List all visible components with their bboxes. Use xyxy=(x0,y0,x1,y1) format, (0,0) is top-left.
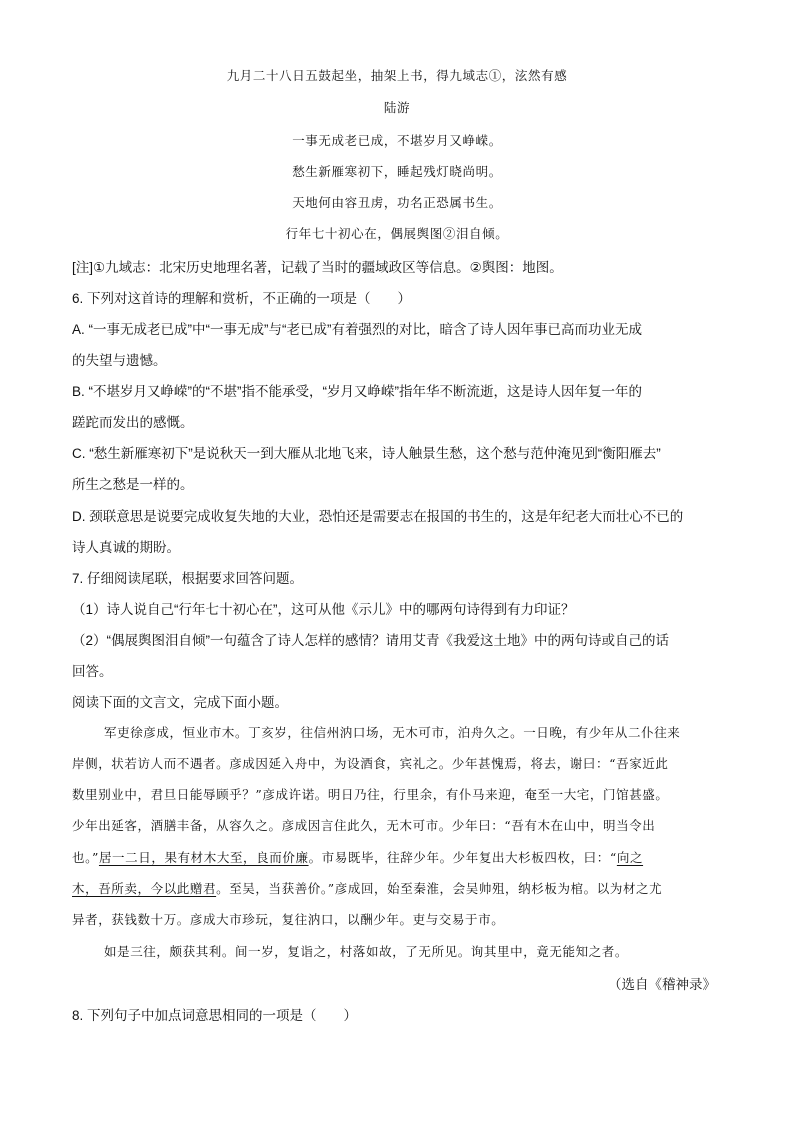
underlined-sentence-2-start: 向之 xyxy=(616,850,644,865)
passage-line-5 xyxy=(72,848,722,866)
underlined-sentence-1: 居一二日，果有材木大至，良而价廉 xyxy=(98,850,309,865)
passage-text: 也。” xyxy=(72,850,99,865)
passage-line-4: 少年出延客，酒膳丰备，从容久之。彦成因言住此久，无木可市。少年曰：“吾有木在山中，明当令出 xyxy=(72,818,656,833)
passage-text: 。市易既毕，往辞少年。少年复出大杉板四枚，曰：“ xyxy=(308,850,617,865)
poem-line-4: 行年七十初心在，偶展舆图②泪自倾。 xyxy=(285,226,509,241)
q6-option-d-line2: 诗人真诚的期盼。 xyxy=(72,540,180,555)
q6-option-b-line2: 蹉跎而发出的感慨。 xyxy=(72,415,194,430)
underlined-sentence-2-end: 木，吾所卖，今以此赠君 xyxy=(72,881,217,896)
poem-line-1: 一事无成老已成，不堪岁月又峥嵘。 xyxy=(292,133,502,148)
poem-author: 陆游 xyxy=(383,100,411,115)
q6-option-c-line2: 所生之愁是一样的。 xyxy=(72,477,194,492)
passage-text: 。至吴，当获善价。”彦成回，始至秦淮，会吴帅殂，纳杉板为棺。以为材之尤 xyxy=(216,881,663,896)
q6-option-b-line1: B. “不堪岁月又峥嵘”的“不堪”指不能承受，“岁月又峥嵘”指年华不断流逝，这是诗人因年复一年的 xyxy=(72,384,642,399)
q8-stem: 8. 下列句子中加点词意思相同的一项是（ ） xyxy=(72,1008,358,1023)
poem-title: 九月二十八日五鼓起坐，抽架上书，得九域志①，泫然有感 xyxy=(226,68,568,83)
q6-stem: 6. 下列对这首诗的理解和赏析，不正确的一项是（ ） xyxy=(72,291,412,306)
q7-stem: 7. 仔细阅读尾联，根据要求回答问题。 xyxy=(72,571,304,586)
q7-sub2-line2: 回答。 xyxy=(72,664,113,679)
passage-line-7: 异者，获钱数十万。彦成大市珍玩，复往汭口，以酬少年。吏与交易于市。 xyxy=(72,912,505,927)
poem-line-3: 天地何由容丑虏，功名正恐属书生。 xyxy=(292,195,502,210)
q7-sub2-line1: （2）“偶展舆图泪自倾”一句蕴含了诗人怎样的感情？请用艾青《我爱这土地》中的两句诗或自己的话 xyxy=(72,633,669,648)
passage-line-3: 数里别业中，君旦日能辱顾乎？”彦成许诺。明日乃往，行里余，有仆马来迎，奄至一大宅，门馆甚盛。 xyxy=(72,787,669,802)
passage-line-6 xyxy=(72,879,722,897)
poem-note: [注]①九域志：北宋历史地理名著，记载了当时的疆域政区等信息。②舆图：地图。 xyxy=(72,260,563,275)
poem-line-2: 愁生新雁寒初下，睡起残灯晓尚明。 xyxy=(292,164,502,179)
q7-sub1: （1）诗人说自己“行年七十初心在”，这可从他《示儿》中的哪两句诗得到有力印证？ xyxy=(72,602,575,617)
q6-option-a-line2: 的失望与遗憾。 xyxy=(72,353,167,368)
reading-intro: 阅读下面的文言文，完成下面小题。 xyxy=(72,695,288,710)
passage-line-8: 如是三往，颇获其利。间一岁，复诣之，村落如故，了无所见。询其里中，竟无能知之者。 xyxy=(104,944,629,959)
passage-line-2: 岸侧，状若访人而不遇者。彦成因延入舟中，为设酒食，宾礼之。少年甚愧焉，将去，谢曰：“吾家近此 xyxy=(72,756,669,771)
q6-option-a-line1: A. “一事无成老已成”中“一事无成”与“老已成”有着强烈的对比，暗含了诗人因年事已高而功业无成 xyxy=(72,322,642,337)
q6-option-c-line1: C. “愁生新雁寒初下”是说秋天一到大雁从北地飞来，诗人触景生愁，这个愁与范仲淹见到“衡阳雁去” xyxy=(72,446,661,461)
passage-source: （选自《稽神录》 xyxy=(608,977,716,992)
q6-option-d-line1: D. 颈联意思是说要完成收复失地的大业，恐怕还是需要志在报国的书生的，这是年纪老大而壮心不已的 xyxy=(72,509,684,524)
passage-line-1: 军吏徐彦成，恒业市木。丁亥岁，往信州汭口场，无木可市，泊舟久之。一日晚，有少年从二仆往来 xyxy=(104,725,681,740)
